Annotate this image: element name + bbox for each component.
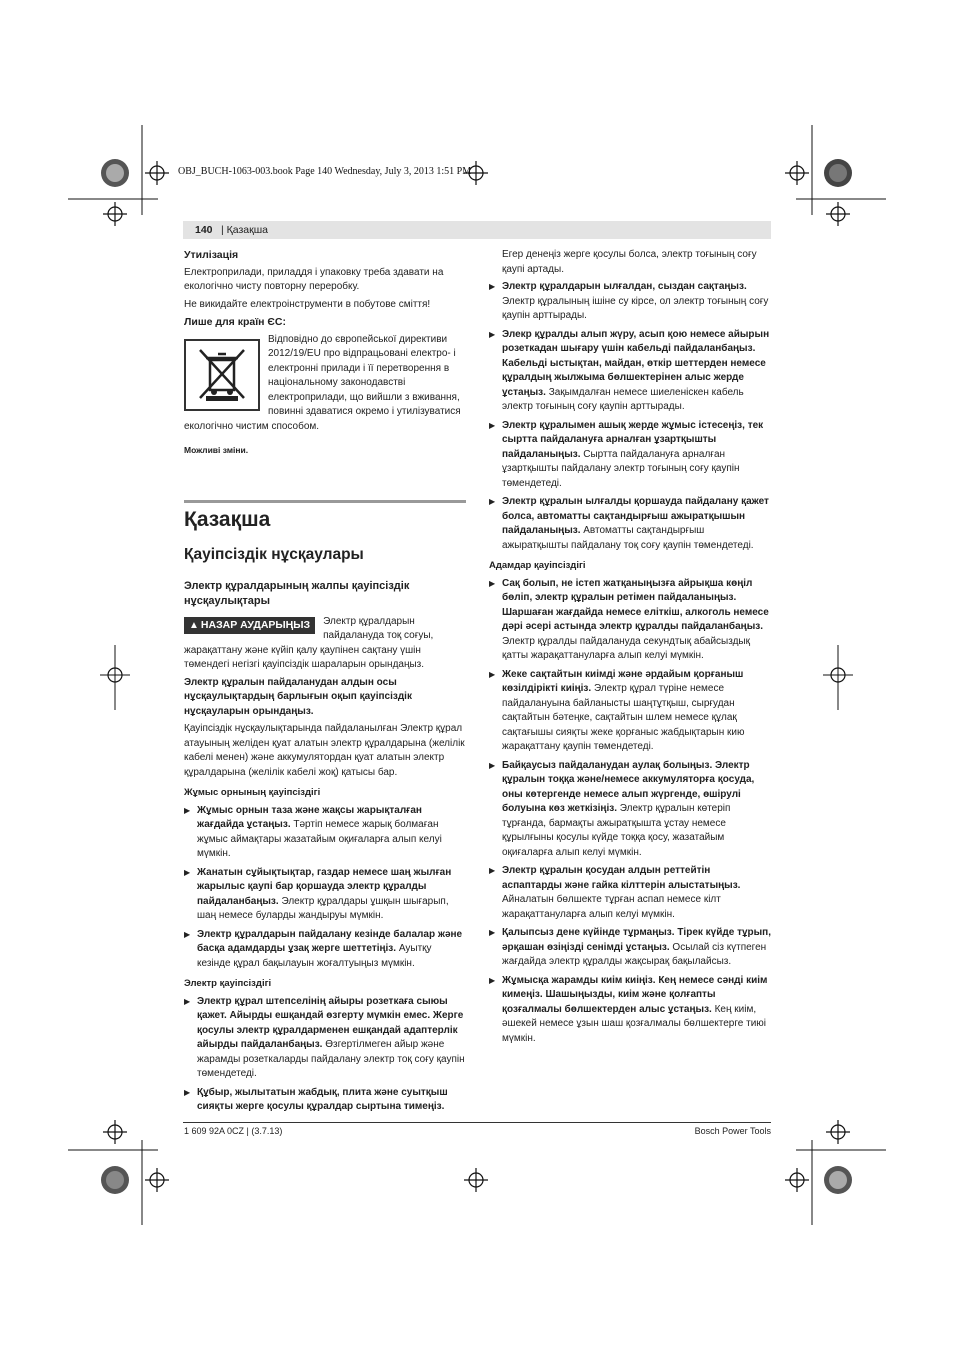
list-item: ▶ Сақ болып, не істеп жатқаныңызға айрықша көңіл бөліп, электр құралын ретімен пайдаланыңыз. Шаршаған жағдайда немесе еліткіш, алкоголь немесе дәрі әсері астында электр құралды пайдаланбаңыз. Электр құралды пайдалануда секундтық абайсыздық қатты жарақаттануларға алып келуі мүмкін. — [489, 577, 771, 664]
warning-badge-label: НАЗАР АУДАРЫҢЫЗ — [200, 618, 311, 631]
read-all-instructions: Электр құралын пайдаланудан алдын осы нұсқаулықтардың барлығын оқып қауіпсіздік нұсқауларын орындаңыз. — [184, 676, 412, 717]
list-item: ▶ Қалыпсыз дене күйінде тұрмаңыз. Тірек күйде тұрып, әрқашан өзіңізді сенімді ұстаңыз. Осылай сіз күтпеген жағдайда электр құралды жақсырақ бақылайсыз. — [489, 926, 771, 970]
personal-safety-heading: Адамдар қауіпсіздігі — [489, 560, 586, 571]
footer-code: 1 609 92A 0CZ | (3.7.13) — [184, 1126, 283, 1136]
page-number: 140 — [195, 224, 213, 236]
disposal-paragraph-1: Електроприлади, приладдя і упаковку треба здавати на екологічно чисту повторну переробку. — [184, 266, 444, 292]
list-item: ▶ Жеке сақтайтын киімді және әрдайым қорғаныш көзілдірікті киіңіз. Электр құрал түріне немесе пайдалануына байланысты шаңтұтқыш, сырғудан сақтайтын бәтеңке, сақтайтын шлем немесе құлақ сақтағышы сияқты жеке қорғаныс жабдықтарын кию жарақаттану қаупін төмендетеді. — [489, 668, 771, 755]
crossed-bin-icon — [184, 339, 260, 411]
page-header-bar — [183, 221, 771, 239]
section-name: | Қазақша — [221, 224, 269, 236]
electrical-safety-heading: Электр қауіпсіздігі — [184, 978, 272, 989]
language-heading: Қазақша — [184, 507, 271, 531]
section-divider — [184, 500, 466, 503]
list-item: ▶ Жұмысқа жарамды киім киіңіз. Кең немесе сәнді киім кимеңіз. Шашыңызды, киім және қолғапты қозғалмалы бөлшектерден алыс ұстаңыз. Кең киім, әшекей немесе ұзын шаш қозғалмалы бөлшектерге тиюі мүмкін. — [489, 974, 771, 1047]
list-item: ▶ Құбыр, жылытатын жабдық, плита және суытқыш сияқты жерге қосулы құралдар сыртына тимеңіз. — [184, 1086, 466, 1115]
work-area-safety-heading: Жұмыс орнының қауіпсіздігі — [184, 787, 321, 798]
footer-brand: Bosch Power Tools — [694, 1126, 771, 1136]
list-item: ▶ Электр құралдарын пайдалану кезінде балалар және басқа адамдарды ұзақ жерге шеттетіңіз. Ауытқу кезінде құрал бақылауын жоғалтуыңыз мүмкін. — [184, 928, 466, 972]
eu-directive-text: Відповідно до європейської директиви 2012/19/EU про відпрацьовані електро- і електронні прилади і її перетворення в національному законодавстві електроприлади, що вийшли з вживання, повинні здаватися окремо і утилізуватися екологічно чистим способом. — [184, 333, 461, 432]
section-label: Қазақша — [226, 224, 269, 236]
general-safety-heading: Электр құралдарының жалпы қауіпсіздік нұсқаулықтары — [184, 579, 410, 607]
safety-heading: Қауіпсіздік нұсқаулары — [184, 545, 364, 563]
list-item: ▶ Жанатын сұйықтықтар, газдар немесе шаң жылған жарылыс қаупі бар қоршауда электр құралды пайдаланбаңыз. Электр құралдары ұшқын шығарып, шаң немесе буларды жандыруы мүмкін. — [184, 866, 466, 924]
list-item: ▶ Электр құрал штепселінің айыры розеткаға сыюы қажет. Айырды ешқандай өзгерту мүмкін емес. Жерге қосулы электр құралдарменен ешқандай адаптерлік айырды пайдаланбаңыз. Өзгертілмеген айыр және жарамды розеткаларды пайдалану электр тоқ соғу қаупін төмендетеді. — [184, 995, 466, 1082]
list-item: ▶ Жұмыс орнын таза және жақсы жарықталған жағдайда ұстаңыз. Тәртіп немесе жарық болмаған жұмыс аймақтары жазатайым оқиғаларға алып келуі мүмкін. — [184, 804, 466, 862]
left-column — [184, 248, 466, 1119]
warning-text: Электр құралдарын пайдалануда тоқ соғуы, жарақаттану және күйіп қалу қаупінен сақтану үшін төмендегі негізгі қауіпсіздік шараларын орындаңыз. — [184, 615, 434, 670]
right-column — [489, 248, 771, 1050]
eu-only-title: Лише для країн ЄС: — [184, 316, 286, 328]
possible-changes: Можливі зміни. — [184, 445, 249, 455]
list-item: ▶ Электр құралымен ашық жерде жұмыс істесеңіз, тек сыртта пайдалануға арналған ұзартқышты пайдаланыңыз. Сыртта пайдалануға арналған ұзартқышты пайдалану электр тоғының соғу қаупін төмендетеді. — [489, 419, 771, 492]
continued-text: Егер денеңіз жерге қосулы болса, электр тоғының соғу қаупі артады. — [502, 249, 757, 275]
list-item: ▶ Электр құралын ылғалды қоршауда пайдалану қажет болса, автоматты сақтандырғыш ажыратқышын пайдаланыңыз. Автоматты сақтандырғыш ажыратқышты пайдалану тоқ соғу қаупін төмендетеді. — [489, 495, 771, 553]
disposal-title: Утилізація — [184, 249, 239, 261]
power-tool-definition: Қауіпсіздік нұсқаулықтарында пайдаланылған Электр құрал атауының желіден қуат алатын электр құралдарына (желілік кабелі менен) және аккумулятордан қуат алатын электр құралдарына (желілік кабелі жоқ) қатысы бар. — [184, 723, 465, 778]
warning-icon: ▲ — [189, 619, 199, 631]
footer-rule — [183, 1122, 771, 1123]
list-item: ▶ Электр құралын қосудан алдын реттейтін аспаптарды және гайка кілттерін алыстатыңыз. Айналатын бөлшекте тұрған аспап немесе кілт жарақаттануларға алып келуі мүмкін. — [489, 864, 771, 922]
warning-block — [184, 615, 466, 673]
print-info-line: OBJ_BUCH-1063-003.book Page 140 Wednesday, July 3, 2013 1:51 PM — [178, 166, 472, 177]
list-item: ▶ Электр құралдарын ылғалдан, сыздан сақтаңыз. Электр құралының ішіне су кірсе, ол электр тоғының соғу қаупін арттырады. — [489, 280, 771, 324]
disposal-paragraph-2: Не викидайте електроінструменти в побутове сміття! — [184, 298, 431, 310]
warning-badge — [184, 617, 315, 635]
list-item: ▶ Байқаусыз пайдаланудан аулақ болыңыз. Электр құралын тоққа және/немесе аккумуляторға қосуда, оны көтергенде немесе алып жүргенде, өшірулі болуына көз жеткізіңіз. Электр құралын көтеріп тұрғанда, бармақты ажыратқышта ұстау немесе құрылғыны қосулы күйде тоққа қосу, жазатайым оқиғаларға алып келуі мүмкін. — [489, 759, 771, 861]
list-item: ▶ Элекр құралды алып жүру, асып қою немесе айырын розеткадан шығару үшін кабельді пайдаланбаңыз. Кабельді ыстықтан, майдан, өткір шеттерден немесе құралдың жылжыма бөлшектерінен алыс жерде ұстаңыз. Зақымдалған немесе шиеленіскен кабель электр тоғының соғу қаупін арттырады. — [489, 328, 771, 415]
